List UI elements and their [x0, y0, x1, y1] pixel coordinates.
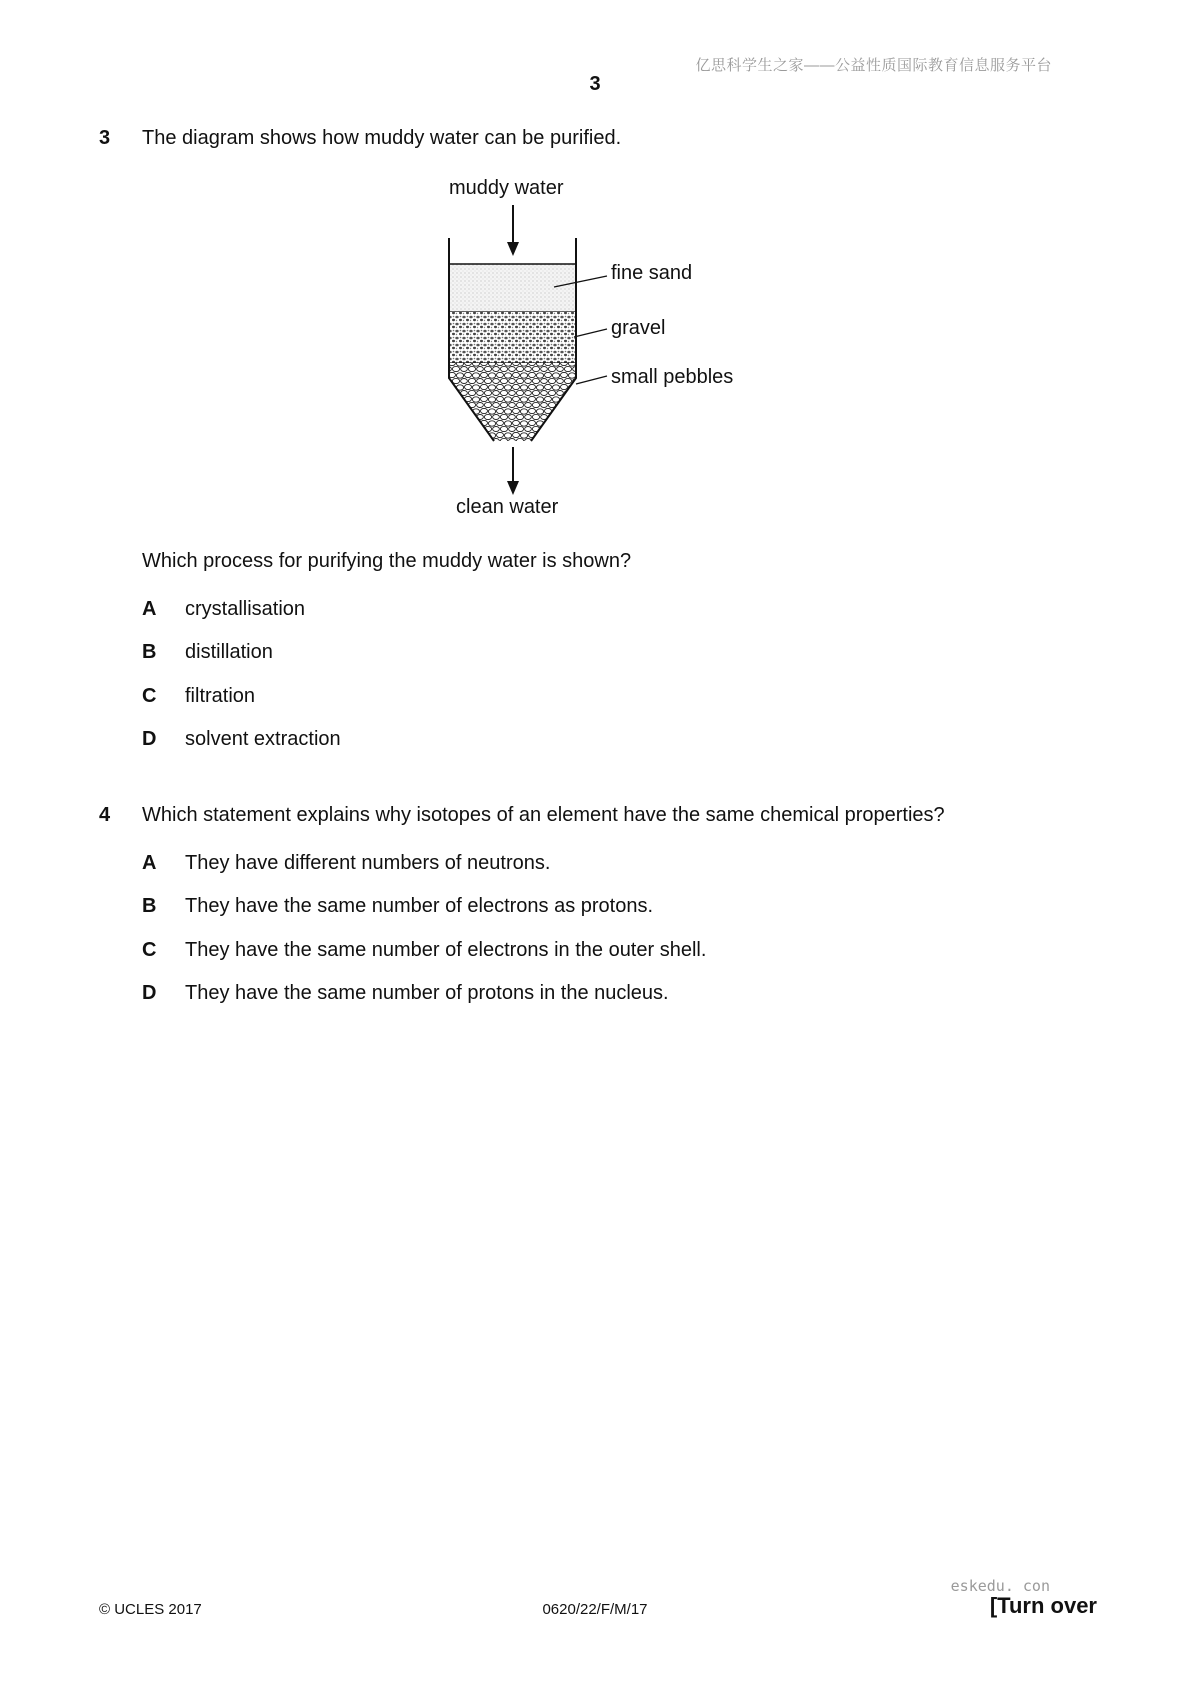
q4-option-d-text: They have the same number of protons in the nucleus.	[185, 982, 669, 1004]
question-3-stem: The diagram shows how muddy water can be purified.	[142, 127, 622, 149]
label-gravel: gravel	[611, 317, 666, 339]
q4-option-b-text: They have the same number of electrons as protons.	[185, 895, 654, 917]
turn-over: [Turn over	[989, 1593, 1097, 1618]
question-3-prompt: Which process for purifying the muddy water is shown?	[142, 550, 632, 572]
q3-option-d-text: solvent extraction	[185, 728, 341, 750]
label-fine-sand: fine sand	[611, 262, 693, 284]
q4-option-d-letter: D	[142, 982, 157, 1004]
fine-sand-layer	[450, 264, 575, 312]
q4-option-a-letter: A	[142, 852, 157, 874]
label-small-pebbles: small pebbles	[611, 366, 734, 388]
q3-option-c-text: filtration	[185, 685, 256, 707]
header-watermark: 亿思科学生之家——公益性质国际教育信息服务平台	[695, 57, 1052, 74]
q3-option-a-text: crystallisation	[185, 598, 306, 620]
q3-option-d-letter: D	[142, 728, 157, 750]
q4-option-c-text: They have the same number of electrons in the outer shell.	[185, 939, 707, 961]
inlet-arrowhead	[507, 242, 519, 256]
gravel-layer	[450, 312, 575, 363]
q4-option-a-text: They have different numbers of neutrons.	[185, 852, 551, 874]
outlet-arrowhead	[507, 481, 519, 495]
q4-option-b-letter: B	[142, 895, 157, 917]
question-4-stem: Which statement explains why isotopes of an element have the same chemical properties?	[142, 804, 945, 826]
question-3-number: 3	[99, 127, 111, 149]
leader-small-pebbles	[576, 376, 607, 384]
label-muddy-water: muddy water	[449, 177, 564, 199]
question-4-number: 4	[99, 804, 111, 826]
q3-option-a-letter: A	[142, 598, 157, 620]
q4-option-c-letter: C	[142, 939, 157, 961]
footer-watermark: eskedu. con	[950, 1577, 1050, 1595]
q3-option-c-letter: C	[142, 685, 157, 707]
page-number: 3	[589, 73, 601, 95]
q3-option-b-text: distillation	[185, 641, 273, 663]
leader-gravel	[574, 329, 607, 337]
label-clean-water: clean water	[456, 496, 559, 518]
paper-code: 0620/22/F/M/17	[542, 1601, 648, 1618]
q3-option-b-letter: B	[142, 641, 157, 663]
copyright: © UCLES 2017	[99, 1601, 202, 1618]
